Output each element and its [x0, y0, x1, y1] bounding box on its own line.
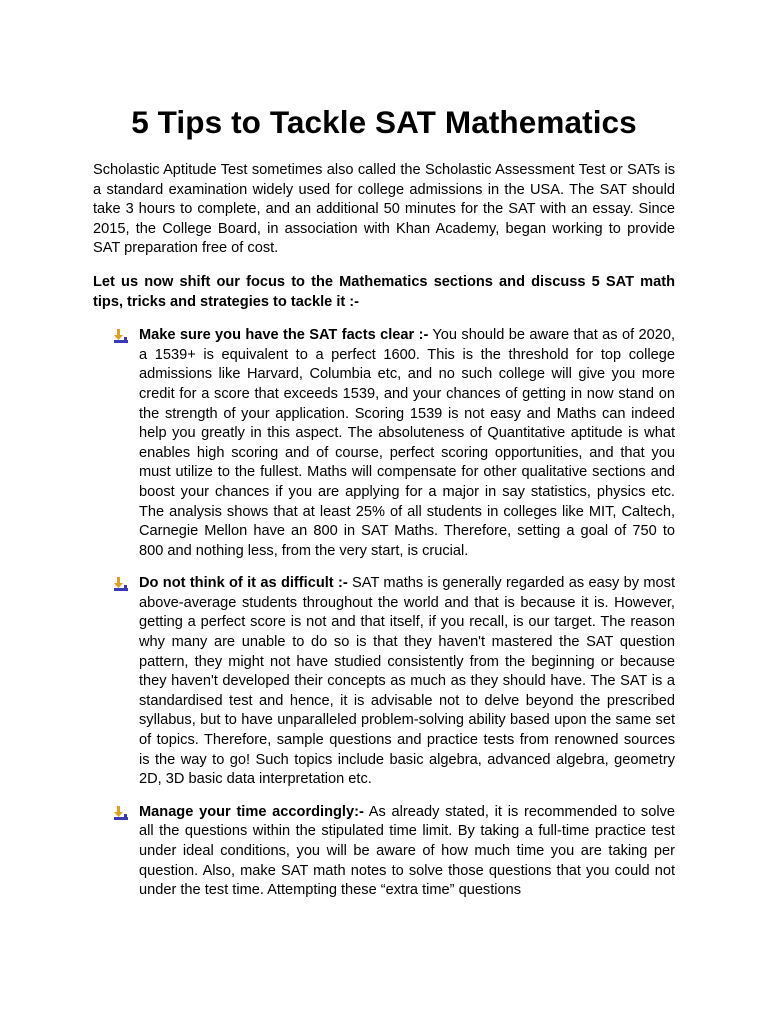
intro-paragraph: Scholastic Aptitude Test sometimes also called the Scholastic Assessment Test or SATs is a standard examination widely used for college admissions in the USA. The SAT should take 3 hours to complete, and an additional 50 minutes for the SAT with an essay. Since 2015, the College Board, in association with Khan Academy, began working to provide SAT preparation free of cost. [93, 162, 675, 257]
down-arrow-bullet-icon [114, 806, 128, 820]
tips-list [93, 326, 675, 901]
tip-item [139, 803, 675, 901]
tip-title: Make sure you have the SAT facts clear :- [139, 327, 429, 344]
page-title: 5 Tips to Tackle SAT Mathematics [131, 104, 637, 140]
down-arrow-bullet-icon [114, 577, 128, 591]
tip-body: As already stated, it is recommended to solve all the questions within the stipulated time limit. By taking a full-time practice test under ideal conditions, you will be aware of how much time you are taking per question. Also, make SAT math notes to solve those questions that you could not under the test time. Attempting these “extra time” questions [139, 803, 676, 899]
tip-body: SAT maths is generally regarded as easy by most above-average students throughout the world and that is because it is. However, getting a perfect score is not and that itself, if you recall, is our target. The reason why many are unable to do so is that they haven't mastered the SAT question pattern, they might not have studied consistently from the beginning or because they haven't developed their concepts as much as they should have. The SAT is a standardised test and hence, it is advisable not to delve beyond the prescribed syllabus, but to have unparalleled problem-solving ability based upon the same set of topics. Therefore, sample questions and practice tests from renowned sources is the way to go! Such topics include basic algebra, advanced algebra, geometry 2D, 3D basic data interpretation etc. [139, 575, 676, 788]
tip-title: Manage your time accordingly:- [139, 803, 364, 820]
lead-paragraph: Let us now shift our focus to the Mathematics sections and discuss 5 SAT math tips, tricks and strategies to tackle it :- [93, 273, 675, 310]
tip-item [139, 574, 675, 790]
tip-item [139, 326, 675, 561]
down-arrow-bullet-icon [114, 329, 128, 343]
tip-title: Do not think of it as difficult :- [139, 575, 348, 592]
tip-body: You should be aware that as of 2020, a 1539+ is equivalent to a perfect 1600. This is the threshold for top college admissions like Harvard, Columbia etc, and no such college will give you more credit for a score that exceeds 1539, and your chances of getting in now stand on the strength of your application. Scoring 1539 is not easy and Maths can indeed help you greatly in this aspect. The absoluteness of Quantitative aptitude is what enables high scoring and of course, perfect scoring opportunities, and that you must utilize to the fullest. Maths will compensate for other qualitative sections and boost your chances if you are applying for a major in say statistics, physics etc. The analysis shows that at least 25% of all students in colleges like MIT, Caltech, Carnegie Mellon have an 800 in SAT Maths. Therefore, setting a goal of 750 to 800 and nothing less, from the very start, is crucial. [139, 327, 676, 559]
